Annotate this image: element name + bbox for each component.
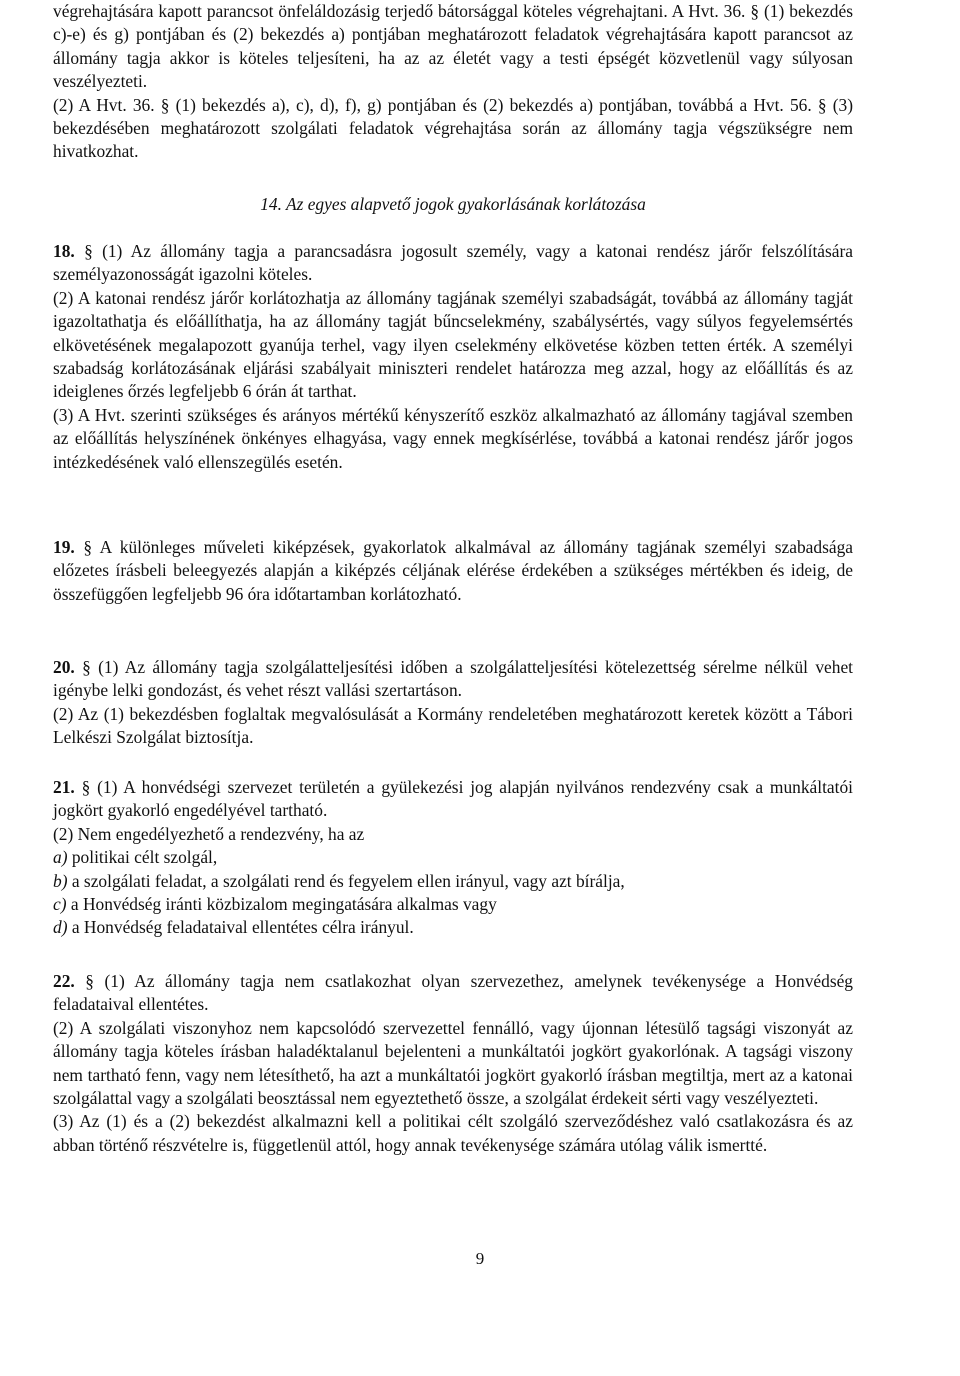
- list-letter-a: a): [53, 847, 68, 868]
- section-18-paragraph-3: (3) A Hvt. szerinti szükséges és arányos mértékű kényszerítő eszköz alkalmazható az állomány tagjával szemben az előállítás helyszínének önkényes elhagyása, vagy ennek megkísérlése, továbbá a katonai rendész járőr jogos intézkedésének való ellenszegülés esetén.: [53, 404, 853, 472]
- list-item-b: [53, 870, 853, 893]
- list-item-c: [53, 893, 853, 916]
- section-22-number: 22.: [53, 971, 75, 991]
- intro-paragraph-2: (2) A Hvt. 36. § (1) bekezdés a), c), d), f), g) pontjában és (2) bekezdés a) pontjában, továbbá a Hvt. 56. § (3) bekezdésében meghatározott szolgálati feladatok végrehajtása során az állomány tagja végszükségre nem hivatkozhat.: [53, 94, 853, 162]
- list-text-a: politikai célt szolgál,: [71, 847, 218, 868]
- section-18-paragraph-1: [53, 240, 853, 287]
- list-letter-b: b): [53, 870, 68, 891]
- section-20: [53, 656, 853, 750]
- intro-paragraph-1: végrehajtására kapott parancsot önfeláldozásig terjedő bátorsággal köteles végrehajtani. A Hvt. 36. § (1) bekezdés c)-e) és g) pontjában és (2) bekezdés a) pontjában meghatározott feladatok végrehajtására kapott parancsot az állomány tagja akkor is köteles teljesíteni, ha az az életét vagy a testi épségét közvetlenül vagy súlyosan veszélyezteti.: [53, 1, 853, 92]
- section-20-text-1: § (1) Az állomány tagja szolgálatteljesítési időben a szolgálatteljesítési kötelezettség sérelme nélkül vehet igénybe lelki gondozást, és vehet részt vallási szertartáson.: [53, 657, 853, 701]
- section-21-paragraph-1: [53, 776, 853, 823]
- list-letter-c: c): [53, 894, 67, 915]
- list-letter-d: d): [53, 917, 68, 938]
- section-20-paragraph-1: [53, 656, 853, 703]
- section-21: [53, 776, 853, 940]
- section-21-text-1: § (1) A honvédségi szervezet területén a gyülekezési jog alapján nyilvános rendezvény csak a munkáltatói jogkört gyakorló engedélyével tartható.: [53, 777, 853, 821]
- section-21-number: 21.: [53, 777, 75, 797]
- section-20-number: 20.: [53, 657, 75, 677]
- page-number: 9: [475, 1249, 485, 1268]
- section-18-text-1: § (1) Az állomány tagja a parancsadásra jogosult személy, vagy a katonai rendész járőr felszólítására személyazonosságát igazolni köteles.: [53, 241, 853, 285]
- list-text-d: a Honvédség feladataival ellentétes célra irányul.: [71, 917, 414, 938]
- section-19-paragraph-1: [53, 536, 853, 606]
- section-20-paragraph-2: (2) Az (1) bekezdésben foglaltak megvalósulását a Kormány rendeletében meghatározott keretek között a Tábori Lelkészi Szolgálat biztosítja.: [53, 703, 853, 748]
- section-22: [53, 970, 853, 1157]
- section-heading: 14. Az egyes alapvető jogok gyakorlásának korlátozása: [260, 194, 646, 214]
- section-19-text-1: § A különleges műveleti kiképzések, gyakorlatok alkalmával az állomány tagjának személyi szabadsága előzetes írásbeli beleegyezés alapján a kiképzés céljának elérése érdekében a szükséges mértékben és ideig, de összefüggően legfeljebb 96 óra időtartamban korlátozható.: [53, 537, 853, 604]
- section-18: [53, 240, 853, 474]
- section-22-paragraph-3: (3) Az (1) és a (2) bekezdést alkalmazni kell a politikai célt szolgáló szerveződéshez való csatlakozásra és az abban történő részvételre is, függetlenül attól, hogy annak tevékenysége számára utólag válik ismertté.: [53, 1111, 853, 1155]
- list-item-a: [53, 846, 853, 869]
- list-item-d: [53, 916, 853, 939]
- section-18-number: 18.: [53, 241, 75, 261]
- section-19-number: 19.: [53, 537, 75, 557]
- section-19: [53, 536, 853, 606]
- section-18-paragraph-2: (2) A katonai rendész járőr korlátozhatja az állomány tagjának személyi szabadságát, továbbá az állomány tagját igazoltathatja és előállíthatja, ha az állomány tagját bűncselekmény, szabálysértés, vagy súlyos fegyelemsértés elkövetésének megalapozott gyanúja terhel, vagy ilyen cselekmény elkövetése közben tetten érték. A személyi szabadság korlátozásának eljárási szabályait miniszteri rendelet határozza meg azzal, hogy az előállítás és az ideiglenes őrzés legfeljebb 6 órán át tarthat.: [53, 287, 853, 402]
- intro-section: [53, 0, 853, 164]
- list-text-c: a Honvédség iránti közbizalom megingatására alkalmas vagy: [70, 894, 497, 915]
- list-text-b: a szolgálati feladat, a szolgálati rend és fegyelem ellen irányul, vagy azt bírálja,: [71, 870, 625, 891]
- section-22-paragraph-1: [53, 970, 853, 1017]
- section-21-paragraph-2: (2) Nem engedélyezhető a rendezvény, ha az: [53, 823, 365, 844]
- section-22-text-1: § (1) Az állomány tagja nem csatlakozhat olyan szervezethez, amelynek tevékenysége a Honvédség feladataival ellentétes.: [53, 971, 853, 1015]
- section-22-paragraph-2: (2) A szolgálati viszonyhoz nem kapcsolódó szervezettel fennálló, vagy újonnan létesülő tagsági viszonyát az állomány tagja köteles írásban haladéktalanul bejelenteni a munkáltatói jogkört gyakorlónak. A tagsági viszony nem tartható fenn, vagy nem létesíthető, ha azt a munkáltatói jogkört gyakorló írásban megtiltja, mert az a katonai szolgálattal vagy a szolgálati beosztással nem egyeztethető össze, a szolgálat érdekeit sérti vagy veszélyezteti.: [53, 1017, 853, 1109]
